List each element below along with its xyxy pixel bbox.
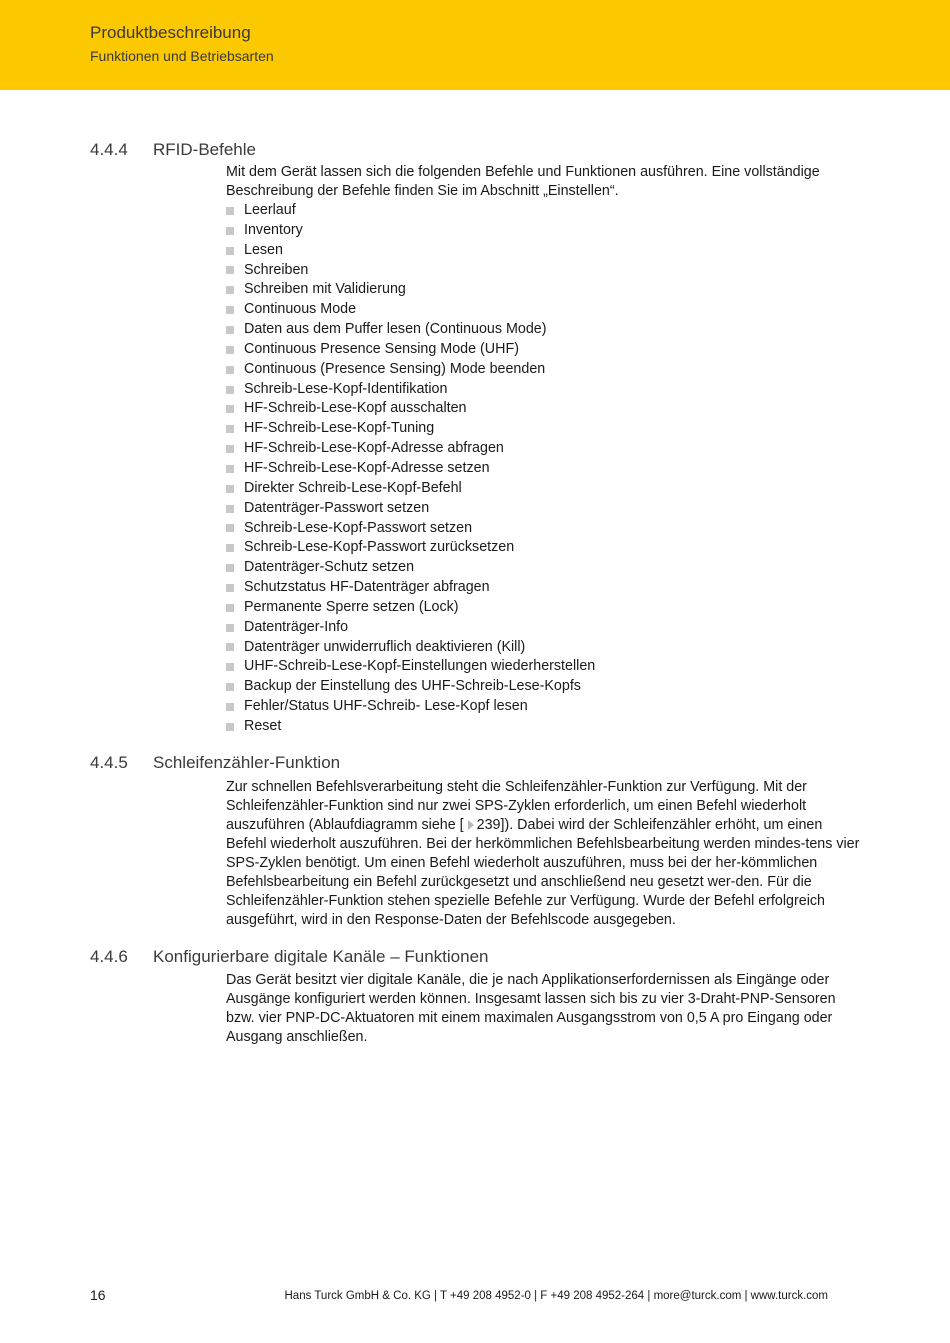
square-bullet-icon — [226, 227, 234, 235]
square-bullet-icon — [226, 346, 234, 354]
command-list-item — [226, 280, 866, 300]
paragraph-text: ]). Dabei wird der Schleifenzähler erhöht, um einen Befehl wiederholt auszuführen. Bei der herkömmlichen Befehlsbearbeitung werden mindes-tens vier SPS-Zyklen benötigt. Um einen Befehl wiederholt auszuführen, muss bei der her-kömmlichen Befehlsbearbeitung ein Befehl zurückgesetzt und anschließend neu gesetzt wer-den. Für die Schleifenzähler-Funktion stehen spezielle Befehle zur Verfügung. Wurde der Befehl erfolgreich ausgeführt, wird in den Response-Daten der Befehlscode ausgegeben. — [226, 817, 860, 928]
section-body-paragraph — [226, 778, 861, 930]
chapter-title: Produktbeschreibung — [90, 23, 251, 42]
command-list-item — [226, 201, 866, 221]
command-list-item — [226, 320, 866, 340]
command-list-item — [226, 618, 866, 638]
command-list-item — [226, 380, 866, 400]
square-bullet-icon — [226, 485, 234, 493]
command-list-item — [226, 419, 866, 439]
command-label: Fehler/Status UHF-Schreib- Lese-Kopf lesen — [244, 698, 528, 715]
section-heading: Konfigurierbare digitale Kanäle – Funktionen — [153, 947, 489, 966]
command-list-item — [226, 657, 866, 677]
page-reference-link[interactable]: 239 — [476, 817, 501, 833]
command-list-item — [226, 479, 866, 499]
header-band — [0, 0, 950, 90]
command-label: Schreib-Lese-Kopf-Identifikation — [244, 380, 448, 397]
command-list-item — [226, 439, 866, 459]
command-list-item — [226, 578, 866, 598]
command-list-item — [226, 459, 866, 479]
command-label: HF-Schreib-Lese-Kopf-Tuning — [244, 420, 435, 437]
square-bullet-icon — [226, 505, 234, 513]
footer-contact: Hans Turck GmbH & Co. KG | T +49 208 4952-0 | F +49 208 4952-264 | more@turck.com | www.turck.com — [284, 1290, 828, 1302]
command-list-item — [226, 558, 866, 578]
section-intro-paragraph: Mit dem Gerät lassen sich die folgenden Befehle und Funktionen ausführen. Eine vollständige Beschreibung der Befehle finden Sie im Abschnitt „Einstellen“. — [226, 164, 820, 199]
command-label: Permanente Sperre setzen (Lock) — [244, 598, 459, 615]
square-bullet-icon — [226, 405, 234, 413]
square-bullet-icon — [226, 663, 234, 671]
command-list-item — [226, 717, 866, 737]
paragraph-text: Zur schnellen Befehlsverarbeitung steht die Schleifenzähler-Funktion zur Verfügung. Mit der Schleifenzähler-Funktion sind nur zwei SPS-Zyklen erforderlich, um einen Befehl wiederholt auszuführen (Ablaufdiagramm siehe [ — [226, 779, 807, 833]
command-label: Schutzstatus HF-Datenträger abfragen — [244, 579, 490, 596]
command-list-item — [226, 360, 866, 380]
command-label: UHF-Schreib-Lese-Kopf-Einstellungen wiederherstellen — [244, 658, 596, 675]
command-label: Inventory — [244, 221, 303, 238]
page-reference-arrow-icon[interactable] — [468, 820, 474, 830]
chapter-subtitle: Funktionen und Betriebsarten — [90, 48, 274, 64]
square-bullet-icon — [226, 386, 234, 394]
command-list-item — [226, 538, 866, 558]
command-list-item — [226, 221, 866, 241]
square-bullet-icon — [226, 584, 234, 592]
section-heading: Schleifenzähler-Funktion — [153, 753, 341, 772]
square-bullet-icon — [226, 445, 234, 453]
square-bullet-icon — [226, 624, 234, 632]
command-label: Continuous Presence Sensing Mode (UHF) — [244, 340, 519, 357]
square-bullet-icon — [226, 207, 234, 215]
square-bullet-icon — [226, 266, 234, 274]
command-label: HF-Schreib-Lese-Kopf-Adresse abfragen — [244, 440, 504, 457]
square-bullet-icon — [226, 604, 234, 612]
square-bullet-icon — [226, 286, 234, 294]
square-bullet-icon — [226, 326, 234, 334]
square-bullet-icon — [226, 703, 234, 711]
square-bullet-icon — [226, 544, 234, 552]
command-label: Continuous Mode — [244, 301, 357, 318]
command-label: Schreiben mit Validierung — [244, 281, 406, 298]
command-label: Continuous (Presence Sensing) Mode beenden — [244, 360, 546, 377]
command-label: HF-Schreib-Lese-Kopf ausschalten — [244, 400, 467, 417]
section-number: 4.4.4 — [90, 140, 128, 159]
square-bullet-icon — [226, 306, 234, 314]
command-label: Datenträger-Schutz setzen — [244, 559, 415, 576]
command-label: Daten aus dem Puffer lesen (Continuous Mode) — [244, 321, 547, 338]
command-label: Direkter Schreib-Lese-Kopf-Befehl — [244, 479, 462, 496]
square-bullet-icon — [226, 366, 234, 374]
command-label: Datenträger-Passwort setzen — [244, 499, 430, 516]
command-list-item — [226, 677, 866, 697]
command-list-item — [226, 399, 866, 419]
command-list — [226, 201, 866, 737]
command-list-item — [226, 241, 866, 261]
command-list-item — [226, 598, 866, 618]
section-heading: RFID-Befehle — [153, 140, 256, 159]
command-label: Schreiben — [244, 261, 309, 278]
command-list-item — [226, 499, 866, 519]
command-label: Reset — [244, 717, 282, 734]
command-label: Schreib-Lese-Kopf-Passwort zurücksetzen — [244, 539, 515, 556]
section-number: 4.4.5 — [90, 753, 128, 772]
command-list-item — [226, 261, 866, 281]
command-list-item — [226, 697, 866, 717]
command-list-item — [226, 340, 866, 360]
square-bullet-icon — [226, 247, 234, 255]
command-label: HF-Schreib-Lese-Kopf-Adresse setzen — [244, 459, 490, 476]
square-bullet-icon — [226, 425, 234, 433]
command-list-item — [226, 519, 866, 539]
command-label: Datenträger unwiderruflich deaktivieren (Kill) — [244, 638, 526, 655]
page-number: 16 — [90, 1287, 106, 1303]
square-bullet-icon — [226, 465, 234, 473]
section-body-paragraph: Das Gerät besitzt vier digitale Kanäle, die je nach Applikationserfordernissen als Eingänge oder Ausgänge konfiguriert werden können. Insgesamt lassen sich bis zu vier 3-Draht-PNP-Sensoren bzw. vier PNP-DC-Aktuatoren mit einem maximalen Ausgangsstrom von 0,5 A pro Eingang oder Ausgang anschließen. — [226, 972, 836, 1045]
command-label: Lesen — [244, 241, 283, 258]
command-label: Backup der Einstellung des UHF-Schreib-Lese-Kopfs — [244, 678, 581, 695]
square-bullet-icon — [226, 643, 234, 651]
square-bullet-icon — [226, 564, 234, 572]
command-label: Leerlauf — [244, 202, 296, 218]
command-list-item — [226, 638, 866, 658]
command-list-item — [226, 300, 866, 320]
command-label: Datenträger-Info — [244, 618, 349, 635]
square-bullet-icon — [226, 524, 234, 532]
square-bullet-icon — [226, 683, 234, 691]
square-bullet-icon — [226, 723, 234, 731]
command-label: Schreib-Lese-Kopf-Passwort setzen — [244, 519, 473, 536]
section-number: 4.4.6 — [90, 947, 128, 966]
